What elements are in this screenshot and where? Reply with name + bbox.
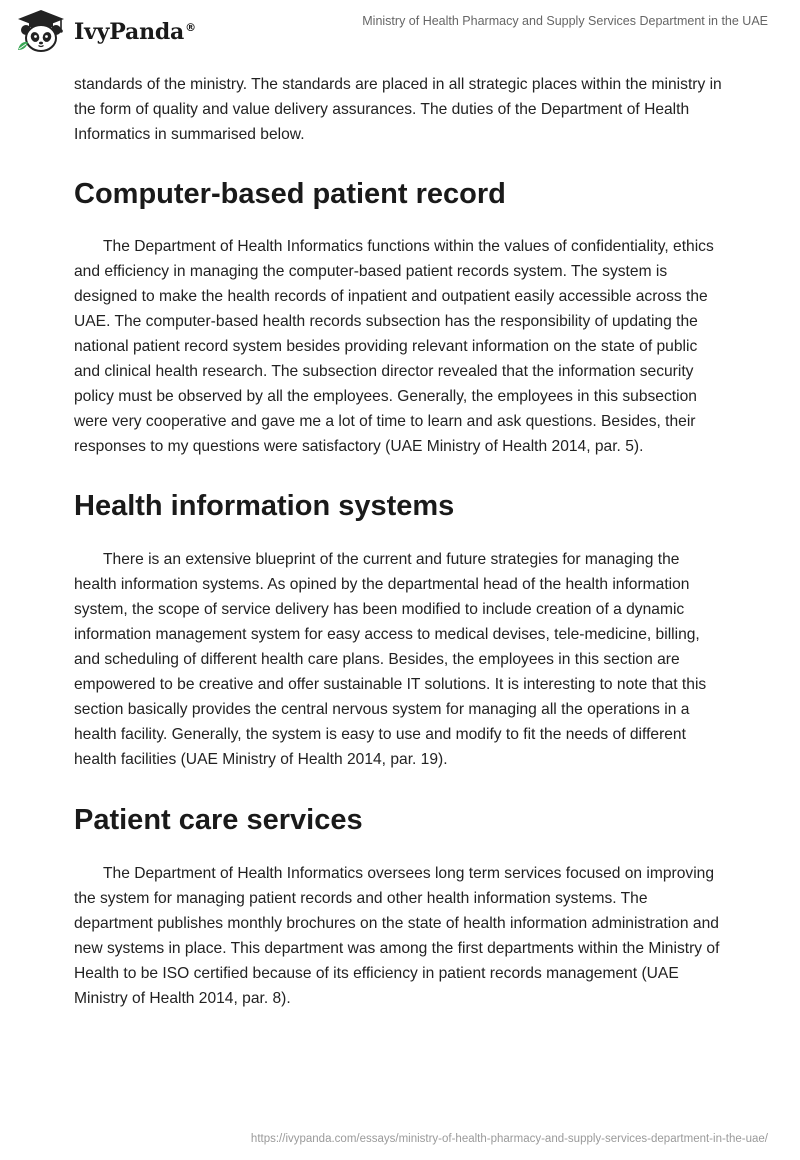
registered-mark: ® [185,20,196,34]
section-heading-computer-based-patient-record: Computer-based patient record [74,178,506,210]
intro-paragraph: standards of the ministry. The standards are placed in all strategic places within the ministry in the form of quality and value delivery assurances. The duties of the Department of Health Informatics in summarised below. [74,76,722,143]
panda-graduate-icon [14,8,68,54]
section-paragraph-patient-care-services: The Department of Health Informatics oversees long term services focused on improving the system for managing patient records and other health information systems. The department publishes monthly brochures on the state of health information administration and new systems in place. This department was among the first departments within the Ministry of Health to be ISO certified because of its efficiency in patient records management (UAE Ministry of Health 2014, par. 8). [74,865,720,1007]
essay-content [74,72,726,1011]
document-title: Ministry of Health Pharmacy and Supply Services Department in the UAE [362,14,768,28]
section-heading-health-information-systems: Health information systems [74,490,455,522]
section-paragraph-health-information-systems: There is an extensive blueprint of the current and future strategies for managing the health information systems. As opined by the departmental head of the health information system, the scope of service delivery has been modified to include creation of a dynamic information management system for easy access to medical devises, tele-medicine, billing, and scheduling of different health care plans. Besides, the employees in this section are empowered to be creative and offer sustainable IT solutions. It is interesting to note that this section basically provides the central nervous system for managing all the operations in a health facility. Generally, the system is easy to use and modify to fit the needs of different health facilities (UAE Ministry of Health 2014, par. 19). [74,551,707,768]
page-header [0,0,800,60]
section-paragraph-computer-based-patient-record: The Department of Health Informatics functions within the values of confidentiality, ethics and efficiency in managing the computer-based patient records system. The system is designed to make the health records of inpatient and outpatient easily accessible across the UAE. The computer-based health records subsection has the responsibility of updating the national patient record system besides providing relevant information on the state of public and clinical health research. The subsection director revealed that the information security policy must be observed by all the employees. Generally, the employees in this subsection were very cooperative and gave me a lot of time to learn and ask questions. Besides, their responses to my questions were satisfactory (UAE Ministry of Health 2014, par. 5). [74,238,714,455]
section-heading-patient-care-services: Patient care services [74,804,363,836]
brand-name: IvyPanda® [74,19,196,45]
footer-source-url[interactable]: https://ivypanda.com/essays/ministry-of-health-pharmacy-and-supply-services-department-in-the-uae/ [250,1133,768,1145]
ivypanda-logo[interactable] [14,8,196,54]
